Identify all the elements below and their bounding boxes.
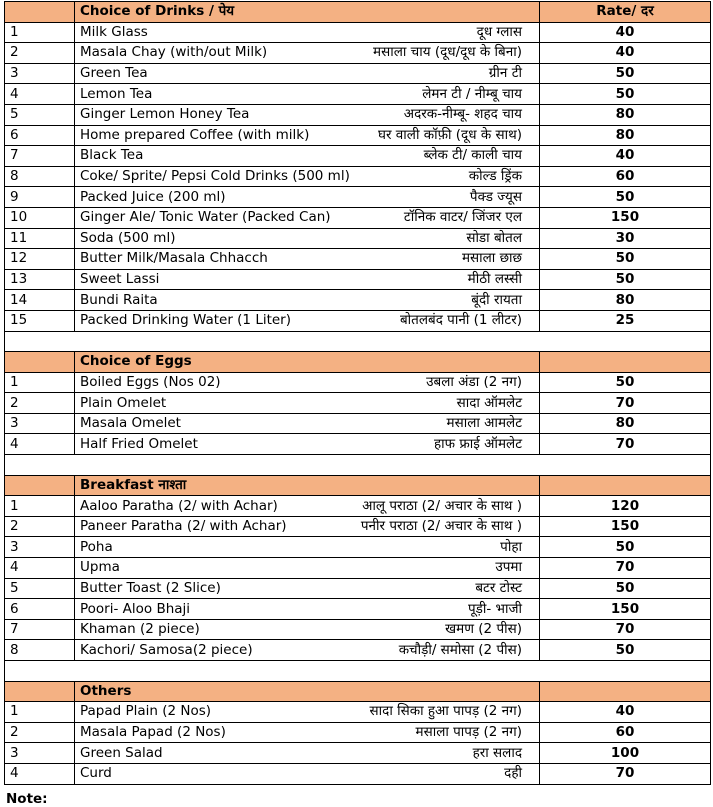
- item-name-english: Paneer Paratha (2/ with Achar): [80, 518, 287, 535]
- item-rate: 50: [540, 578, 711, 599]
- item-name-hindi: बूंदी रायता: [471, 291, 522, 308]
- item-name-english: Milk Glass: [80, 23, 148, 40]
- item-name-english: Coke/ Sprite/ Pepsi Cold Drinks (500 ml): [80, 168, 350, 185]
- menu-item-row: [5, 496, 711, 517]
- item-name-english: Khaman (2 piece): [80, 621, 200, 638]
- item-name-hindi: लेमन टी / नीम्बू चाय: [422, 85, 522, 102]
- item-rate: 70: [540, 619, 711, 640]
- item-name-english: Masala Papad (2 Nos): [80, 724, 226, 741]
- menu-item-row: [5, 125, 711, 146]
- spacer-row: [5, 455, 711, 476]
- spacer-cell: [5, 661, 711, 682]
- item-name-hindi: मसाला पापड़ (2 नग): [415, 724, 522, 741]
- item-rate: 50: [540, 187, 711, 208]
- item-number: 4: [5, 84, 75, 105]
- menu-item-row: [5, 619, 711, 640]
- item-name-english: Home prepared Coffee (with milk): [80, 126, 310, 143]
- item-name-hindi: बोतलबंद पानी (1 लीटर): [399, 312, 522, 329]
- item-name-cell: [75, 372, 540, 393]
- item-name-english: Curd: [80, 765, 112, 782]
- item-number: 6: [5, 599, 75, 620]
- item-rate: 60: [540, 722, 711, 743]
- item-name-english: Soda (500 ml): [80, 229, 176, 246]
- item-name-cell: [75, 166, 540, 187]
- item-number: 3: [5, 743, 75, 764]
- item-number: 4: [5, 558, 75, 579]
- item-number: 3: [5, 537, 75, 558]
- item-name-cell: [75, 496, 540, 517]
- item-name-cell: [75, 599, 540, 620]
- item-name-english: Poori- Aloo Bhaji: [80, 600, 191, 617]
- item-name-cell: [75, 619, 540, 640]
- item-number: 2: [5, 516, 75, 537]
- menu-item-row: [5, 393, 711, 414]
- item-number: 11: [5, 228, 75, 249]
- item-name-cell: [75, 290, 540, 311]
- item-name-english: Butter Toast (2 Slice): [80, 579, 221, 596]
- menu-table: [4, 1, 711, 785]
- item-number: 1: [5, 22, 75, 43]
- menu-item-row: [5, 763, 711, 784]
- item-number: 4: [5, 763, 75, 784]
- item-name-cell: [75, 22, 540, 43]
- item-number: 1: [5, 372, 75, 393]
- item-name-cell: [75, 413, 540, 434]
- item-name-english: Butter Milk/Masala Chhacch: [80, 250, 268, 267]
- item-rate: 150: [540, 207, 711, 228]
- item-number: 1: [5, 496, 75, 517]
- item-name-hindi: मीठी लस्सी: [467, 271, 522, 288]
- item-name-english: Poha: [80, 538, 113, 555]
- item-name-english: Upma: [80, 559, 120, 576]
- item-name-hindi: सादा ऑमलेट: [456, 394, 522, 411]
- rate-header: [540, 681, 711, 702]
- item-rate: 50: [540, 269, 711, 290]
- item-name-english: Kachori/ Samosa(2 piece): [80, 641, 253, 658]
- item-name-hindi: ब्लेक टी/ काली चाय: [423, 147, 522, 164]
- item-name-cell: [75, 207, 540, 228]
- item-name-cell: [75, 702, 540, 723]
- item-name-hindi: टॉनिक वाटर/ जिंजर एल: [403, 209, 522, 226]
- item-name-english: Sweet Lassi: [80, 271, 160, 288]
- item-name-hindi: बटर टोस्ट: [475, 579, 522, 596]
- item-name-english: Masala Chay (with/out Milk): [80, 44, 268, 61]
- menu-item-row: [5, 516, 711, 537]
- item-name-english: Ginger Ale/ Tonic Water (Packed Can): [80, 209, 331, 226]
- item-number: 2: [5, 722, 75, 743]
- item-name-hindi: पूड़ी- भाजी: [467, 600, 522, 617]
- rate-header: [540, 475, 711, 496]
- item-name-cell: [75, 84, 540, 105]
- section-header: [5, 2, 711, 23]
- item-name-cell: [75, 104, 540, 125]
- item-name-english: Bundi Raita: [80, 291, 158, 308]
- menu-item-row: [5, 207, 711, 228]
- spacer-cell: [5, 455, 711, 476]
- item-name-english: Packed Drinking Water (1 Liter): [80, 312, 292, 329]
- item-name-hindi: मसाला चाय (दूध/दूध के बिना): [373, 44, 522, 61]
- item-number: 2: [5, 393, 75, 414]
- item-name-english: Green Salad: [80, 744, 163, 761]
- menu-item-row: [5, 228, 711, 249]
- item-rate: 40: [540, 22, 711, 43]
- item-name-english: Black Tea: [80, 147, 144, 164]
- section-header-no: [5, 2, 75, 23]
- menu-item-row: [5, 290, 711, 311]
- item-name-hindi: मसाला आमलेट: [446, 415, 522, 432]
- item-number: 1: [5, 702, 75, 723]
- item-number: 13: [5, 269, 75, 290]
- item-name-english: Plain Omelet: [80, 394, 167, 411]
- section-header-no: [5, 475, 75, 496]
- menu-item-row: [5, 22, 711, 43]
- item-name-english: Aaloo Paratha (2/ with Achar): [80, 497, 278, 514]
- item-rate: 80: [540, 125, 711, 146]
- section-header: [5, 681, 711, 702]
- menu-item-row: [5, 558, 711, 579]
- menu-item-row: [5, 166, 711, 187]
- item-name-hindi: दही: [504, 765, 522, 782]
- menu-item-row: [5, 269, 711, 290]
- item-name-cell: [75, 434, 540, 455]
- menu-item-row: [5, 187, 711, 208]
- item-rate: 80: [540, 104, 711, 125]
- item-number: 14: [5, 290, 75, 311]
- menu-item-row: [5, 146, 711, 167]
- item-name-cell: [75, 516, 540, 537]
- section-header-no: [5, 352, 75, 373]
- item-name-english: Masala Omelet: [80, 415, 181, 432]
- menu-item-row: [5, 434, 711, 455]
- item-rate: 70: [540, 434, 711, 455]
- item-number: 3: [5, 413, 75, 434]
- item-rate: 120: [540, 496, 711, 517]
- section-title: Others: [75, 681, 540, 702]
- section-title: Choice of Drinks / पेय: [75, 2, 540, 23]
- item-rate: 60: [540, 166, 711, 187]
- menu-item-row: [5, 702, 711, 723]
- item-name-hindi: घर वाली कॉफ़ी (दूध के साथ): [378, 126, 522, 143]
- menu-item-row: [5, 84, 711, 105]
- item-rate: 50: [540, 63, 711, 84]
- item-name-hindi: दूध ग्लास: [476, 23, 522, 40]
- section-title: Choice of Eggs: [75, 352, 540, 373]
- item-name-hindi: कचौड़ी/ समोसा (2 पीस): [398, 641, 522, 658]
- item-name-hindi: सोडा बोतल: [466, 229, 522, 246]
- item-name-hindi: उपमा: [495, 559, 522, 576]
- spacer-cell: [5, 331, 711, 352]
- item-name-cell: [75, 228, 540, 249]
- menu-item-row: [5, 413, 711, 434]
- menu-body: [5, 2, 711, 785]
- item-name-cell: [75, 249, 540, 270]
- item-rate: 50: [540, 640, 711, 661]
- item-rate: 150: [540, 516, 711, 537]
- item-name-cell: [75, 146, 540, 167]
- item-name-hindi: पनीर पराठा (2/ अचार के साथ ): [360, 518, 522, 535]
- item-name-cell: [75, 310, 540, 331]
- item-name-cell: [75, 269, 540, 290]
- item-rate: 40: [540, 702, 711, 723]
- rate-header: [540, 352, 711, 373]
- menu-item-row: [5, 249, 711, 270]
- item-rate: 50: [540, 537, 711, 558]
- item-name-cell: [75, 125, 540, 146]
- item-rate: 70: [540, 393, 711, 414]
- section-header: [5, 475, 711, 496]
- item-rate: 70: [540, 763, 711, 784]
- item-rate: 50: [540, 84, 711, 105]
- item-name-english: Green Tea: [80, 65, 148, 82]
- item-number: 5: [5, 578, 75, 599]
- item-rate: 80: [540, 290, 711, 311]
- item-number: 5: [5, 104, 75, 125]
- item-rate: 25: [540, 310, 711, 331]
- item-name-english: Boiled Eggs (Nos 02): [80, 373, 221, 390]
- item-name-cell: [75, 187, 540, 208]
- item-number: 6: [5, 125, 75, 146]
- section-header: [5, 352, 711, 373]
- item-name-english: Packed Juice (200 ml): [80, 188, 226, 205]
- item-name-hindi: उबला अंडा (2 नग): [426, 373, 522, 390]
- item-name-cell: [75, 537, 540, 558]
- item-name-cell: [75, 63, 540, 84]
- spacer-row: [5, 331, 711, 352]
- item-name-hindi: सादा सिका हुआ पापड़ (2 नग): [369, 703, 522, 720]
- item-rate: 50: [540, 249, 711, 270]
- item-number: 15: [5, 310, 75, 331]
- menu-item-row: [5, 722, 711, 743]
- item-number: 12: [5, 249, 75, 270]
- item-rate: 80: [540, 413, 711, 434]
- menu-item-row: [5, 578, 711, 599]
- menu-item-row: [5, 599, 711, 620]
- item-name-hindi: कोल्ड ड्रिंक: [468, 168, 522, 185]
- note-label: Note:: [6, 791, 48, 807]
- menu-item-row: [5, 63, 711, 84]
- section-title: Breakfast नाश्ता: [75, 475, 540, 496]
- menu-item-row: [5, 104, 711, 125]
- item-number: 8: [5, 166, 75, 187]
- item-name-cell: [75, 578, 540, 599]
- item-name-cell: [75, 393, 540, 414]
- item-number: 3: [5, 63, 75, 84]
- item-number: 2: [5, 43, 75, 64]
- item-name-hindi: हरा सलाद: [472, 744, 522, 761]
- item-name-hindi: पोहा: [500, 538, 522, 555]
- item-name-cell: [75, 43, 540, 64]
- menu-item-row: [5, 372, 711, 393]
- item-name-english: Ginger Lemon Honey Tea: [80, 106, 250, 123]
- item-number: 7: [5, 619, 75, 640]
- item-rate: 40: [540, 43, 711, 64]
- item-number: 8: [5, 640, 75, 661]
- item-rate: 70: [540, 558, 711, 579]
- menu-item-row: [5, 310, 711, 331]
- item-name-cell: [75, 763, 540, 784]
- item-name-hindi: अदरक-नीम्बू- शहद चाय: [403, 106, 522, 123]
- item-name-hindi: खमण (2 पीस): [445, 621, 522, 638]
- item-name-cell: [75, 743, 540, 764]
- item-name-english: Papad Plain (2 Nos): [80, 703, 212, 720]
- item-name-hindi: आलू पराठा (2/ अचार के साथ ): [362, 497, 522, 514]
- item-rate: 40: [540, 146, 711, 167]
- item-rate: 30: [540, 228, 711, 249]
- menu-item-row: [5, 743, 711, 764]
- item-name-hindi: पैक्ड ज्यूस: [469, 188, 522, 205]
- item-rate: 150: [540, 599, 711, 620]
- item-name-hindi: मसाला छाछ: [461, 250, 522, 267]
- item-number: 10: [5, 207, 75, 228]
- item-name-hindi: हाफ फ्राई ऑमलेट: [433, 435, 522, 452]
- item-number: 4: [5, 434, 75, 455]
- section-header-no: [5, 681, 75, 702]
- item-number: 7: [5, 146, 75, 167]
- item-name-cell: [75, 640, 540, 661]
- item-rate: 100: [540, 743, 711, 764]
- item-number: 9: [5, 187, 75, 208]
- menu-item-row: [5, 43, 711, 64]
- menu-item-row: [5, 640, 711, 661]
- item-name-cell: [75, 558, 540, 579]
- menu-item-row: [5, 537, 711, 558]
- item-name-cell: [75, 722, 540, 743]
- item-name-english: Lemon Tea: [80, 85, 153, 102]
- item-rate: 50: [540, 372, 711, 393]
- spacer-row: [5, 661, 711, 682]
- item-name-hindi: ग्रीन टी: [488, 65, 522, 82]
- rate-header: Rate/ दर: [540, 2, 711, 23]
- item-name-english: Half Fried Omelet: [80, 435, 198, 452]
